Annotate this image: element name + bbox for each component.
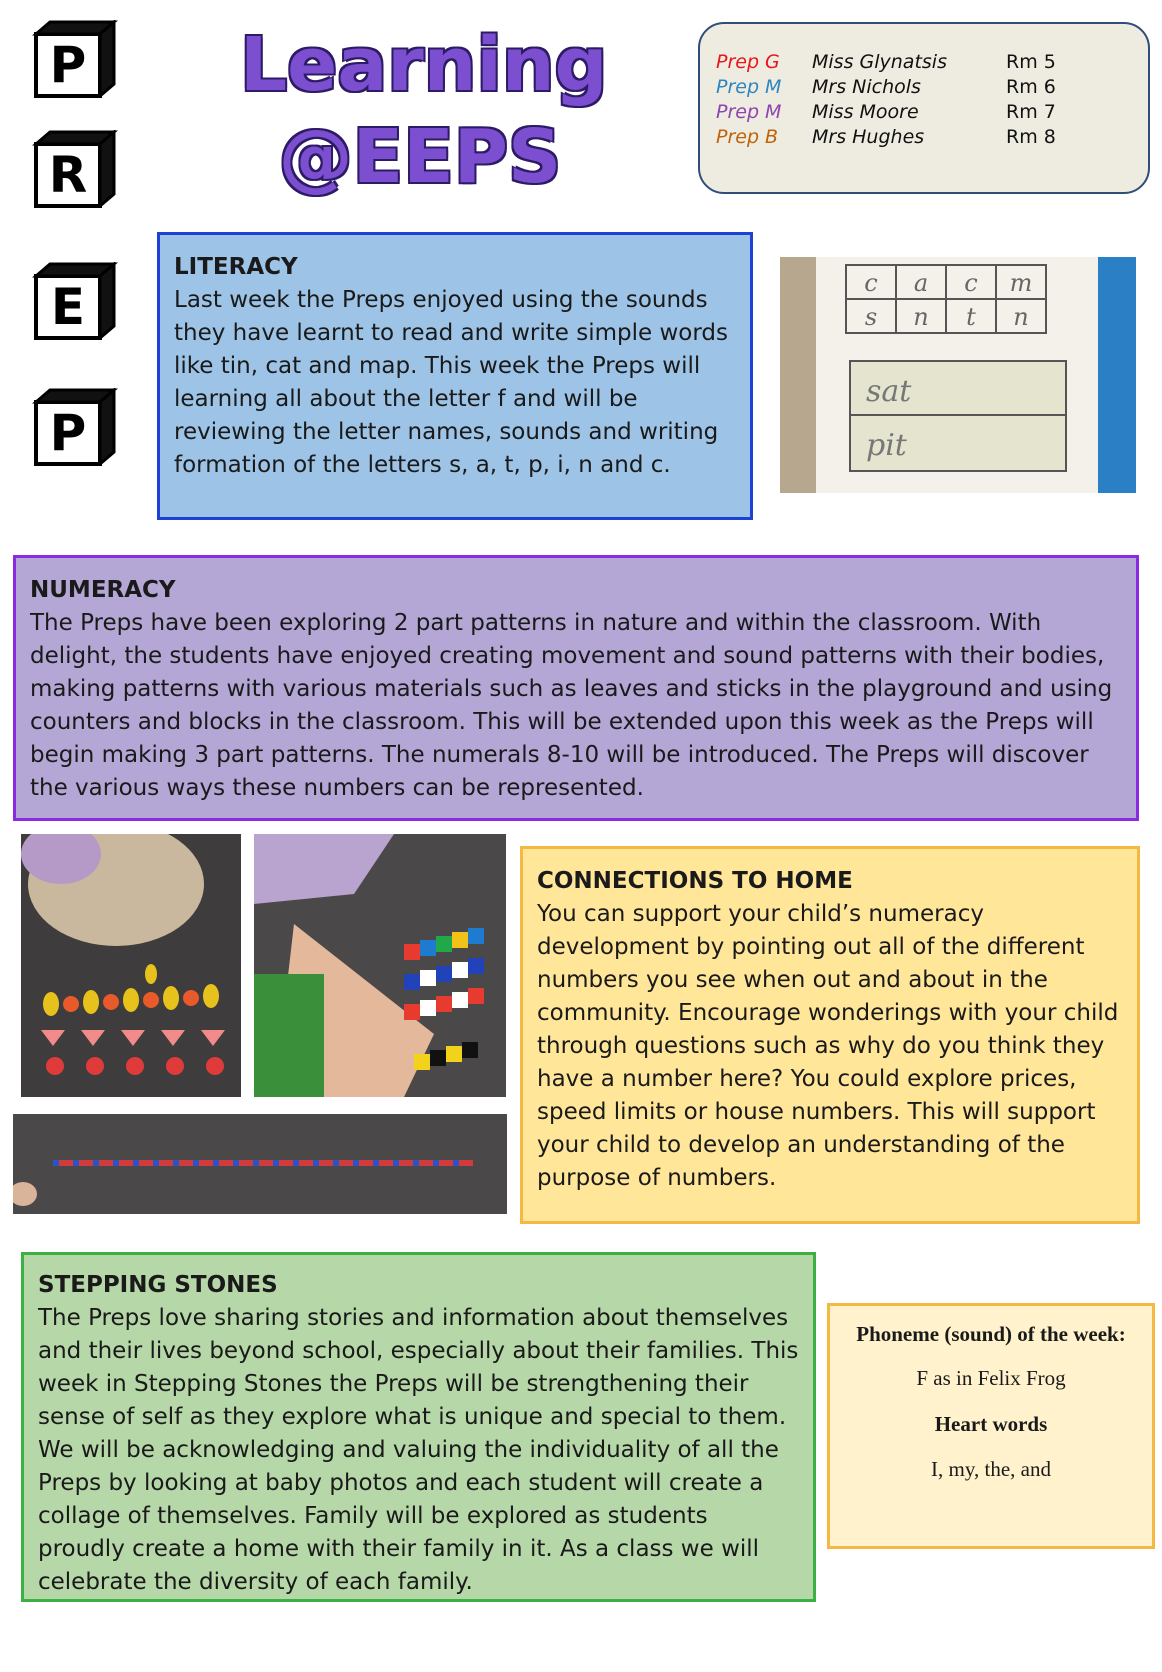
cube-letter-r [32, 130, 118, 208]
class-teacher: Miss Glynatsis [812, 51, 947, 73]
fruit-pattern-photo [21, 834, 241, 1097]
cube-letter: P [49, 36, 87, 94]
worksheet-word: pit [866, 428, 907, 463]
cube-letter-e [32, 262, 118, 340]
worksheet-letter: n [913, 303, 929, 331]
cube-letter: P [49, 404, 87, 462]
literacy-heading: LITERACY [174, 254, 298, 280]
cube-letter-p2 [32, 388, 118, 466]
page-title-line1: Learning [240, 22, 608, 108]
worksheet-letter: s [864, 303, 878, 331]
stepping-body: The Preps love sharing stories and information about themselves and their lives beyond school, especially about their families. This week in Stepping Stones the Preps will be strengthening their sense of self as they explore what is unique and special to them. We will be acknowledging and valuing the individuality of all the Preps by looking at baby photos and each student will create a collage of themselves. Family will be explored as students proudly create a home with their family in it. As a class we will celebrate the diversity of each family. [38, 1305, 799, 1595]
cube-letter: R [48, 146, 88, 204]
phoneme-heading: Phoneme (sound) of the week: [856, 1322, 1126, 1346]
page-title-line2: @EEPS [278, 114, 562, 200]
worksheet-letter: m [1009, 269, 1033, 297]
counter-pattern-photo [13, 1114, 507, 1214]
worksheet-word: sat [866, 374, 912, 409]
stepping-heading: STEPPING STONES [38, 1272, 278, 1298]
literacy-section [157, 232, 753, 520]
heart-words-heading: Heart words [934, 1412, 1048, 1436]
stepping-stones-section [21, 1252, 816, 1602]
connections-body: You can support your child’s numeracy development by pointing out all of the different numbers you see when out and about in the community. Encourage wonderings with your child through questions such as why do you think they have a number here? You could explore prices, speed limits or house numbers. This will support your child to develop an understanding of the purpose of numbers. [537, 901, 1119, 1191]
cube-letter: E [50, 278, 86, 336]
literacy-body: Last week the Preps enjoyed using the sounds they have learnt to read and write simple words like tin, cat and map. This week the Preps will learning all about the letter f and will be reviewing the letter names, sounds and writing formation of the letters s, a, t, p, i, n and c. [174, 287, 728, 478]
worksheet-letter: t [966, 303, 976, 331]
worksheet-letter: c [964, 269, 978, 297]
class-room: Rm 5 [1006, 51, 1056, 73]
cube-letter-p [32, 20, 118, 98]
worksheet-letter: c [864, 269, 878, 297]
class-room: Rm 6 [1006, 76, 1056, 98]
class-teacher: Mrs Nichols [812, 76, 921, 98]
class-room: Rm 7 [1006, 101, 1056, 123]
class-teacher: Miss Moore [812, 101, 919, 123]
phoneme-sound: F as in Felix Frog [916, 1366, 1066, 1390]
class-room: Rm 8 [1006, 126, 1056, 148]
class-list [698, 22, 1150, 194]
phoneme-box [827, 1303, 1155, 1549]
heart-words: I, my, the, and [931, 1457, 1051, 1481]
numeracy-heading: NUMERACY [30, 577, 176, 603]
worksheet-letter: a [913, 269, 929, 297]
connections-heading: CONNECTIONS TO HOME [537, 868, 853, 894]
worksheet-photo [780, 257, 1136, 493]
block-pattern-photo [254, 834, 506, 1097]
numeracy-body: The Preps have been exploring 2 part patterns in nature and within the classroom. With delight, the students have enjoyed creating movement and sound patterns with their bodies, making patterns with various materials such as leaves and sticks in the playground and using counters and blocks in the classroom. This will be extended upon this week as the Preps will begin making 3 part patterns. The numerals 8-10 will be introduced. The Preps will discover the various ways these numbers can be represented. [30, 610, 1113, 801]
numeracy-section [13, 555, 1139, 821]
class-prep: Prep B [716, 126, 779, 148]
connections-section [520, 846, 1140, 1224]
class-prep: Prep M [716, 76, 782, 98]
class-prep: Prep G [716, 51, 780, 73]
class-teacher: Mrs Hughes [812, 126, 925, 148]
class-prep: Prep M [716, 101, 782, 123]
worksheet-letter: n [1013, 303, 1029, 331]
